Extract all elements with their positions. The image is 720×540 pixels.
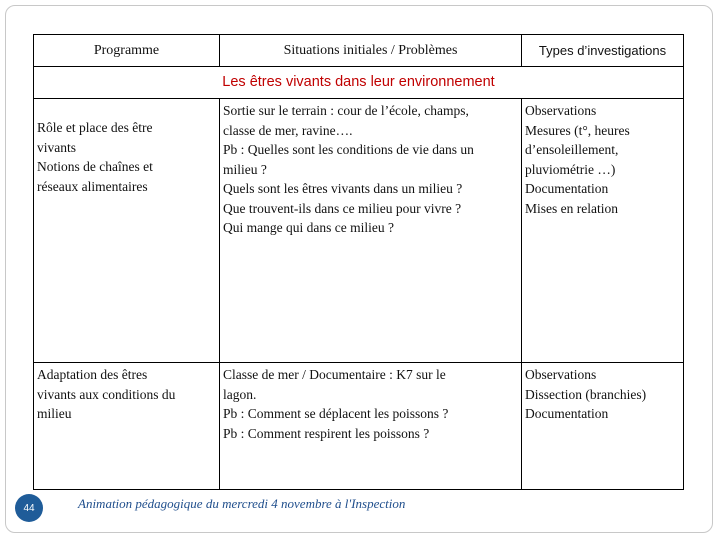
page-number: 44 <box>23 502 35 514</box>
table-row <box>34 99 684 363</box>
cell-line: lagon. <box>223 386 257 402</box>
program-table <box>33 34 684 490</box>
cell-line: d’ensoleillement, <box>525 142 619 157</box>
cell-line: pluviométrie …) <box>525 161 616 177</box>
header-situations: Situations initiales / Problèmes <box>220 35 522 67</box>
cell-line: Dissection (branchies) <box>525 386 647 402</box>
cell-line: Documentation <box>525 406 609 421</box>
cell-line: Observations <box>525 103 597 118</box>
table-row <box>34 363 684 490</box>
section-title: Les êtres vivants dans leur environnement <box>34 67 684 99</box>
programme-cell <box>34 99 220 363</box>
situations-cell <box>220 363 522 490</box>
programme-cell <box>34 363 220 490</box>
cell-line: Pb : Comment se déplacent les poissons ? <box>223 406 449 421</box>
header-row <box>34 35 684 67</box>
cell-line: classe de mer, ravine…. <box>223 122 353 138</box>
investigations-cell <box>522 99 684 363</box>
header-programme: Programme <box>34 35 220 67</box>
cell-line: Notions de chaînes et <box>37 159 153 174</box>
cell-line: Documentation <box>525 181 609 196</box>
page-number-badge <box>15 494 43 522</box>
investigations-cell <box>522 363 684 490</box>
cell-line: Mesures (t°, heures <box>525 122 630 138</box>
cell-line: Mises en relation <box>525 200 618 216</box>
cell-line: vivants aux conditions du <box>37 386 176 402</box>
cell-line: Observations <box>525 367 597 382</box>
cell-line: Que trouvent-ils dans ce milieu pour vivre ? <box>223 200 462 216</box>
cell-line: Pb : Comment respirent les poissons ? <box>223 425 430 441</box>
cell-line: Sortie sur le terrain : cour de l’école, champs, <box>223 103 469 118</box>
section-row <box>34 67 684 99</box>
cell-line: Quels sont les êtres vivants dans un milieu ? <box>223 181 463 196</box>
cell-line: Adaptation des êtres <box>37 367 148 382</box>
cell-line: Qui mange qui dans ce milieu ? <box>223 220 394 235</box>
cell-line: réseaux alimentaires <box>37 178 148 194</box>
cell-line: Pb : Quelles sont les conditions de vie dans un <box>223 142 474 157</box>
header-investigations: Types d’investigations <box>522 35 684 67</box>
cell-line: Rôle et place des être <box>37 120 153 135</box>
cell-line: Classe de mer / Documentaire : K7 sur le <box>223 367 446 382</box>
cell-line: milieu <box>37 406 72 421</box>
cell-line: vivants <box>37 139 76 155</box>
cell-line: milieu ? <box>223 161 267 177</box>
footer-text: Animation pédagogique du mercredi 4 novembre à l'Inspection <box>78 496 406 511</box>
situations-cell <box>220 99 522 363</box>
